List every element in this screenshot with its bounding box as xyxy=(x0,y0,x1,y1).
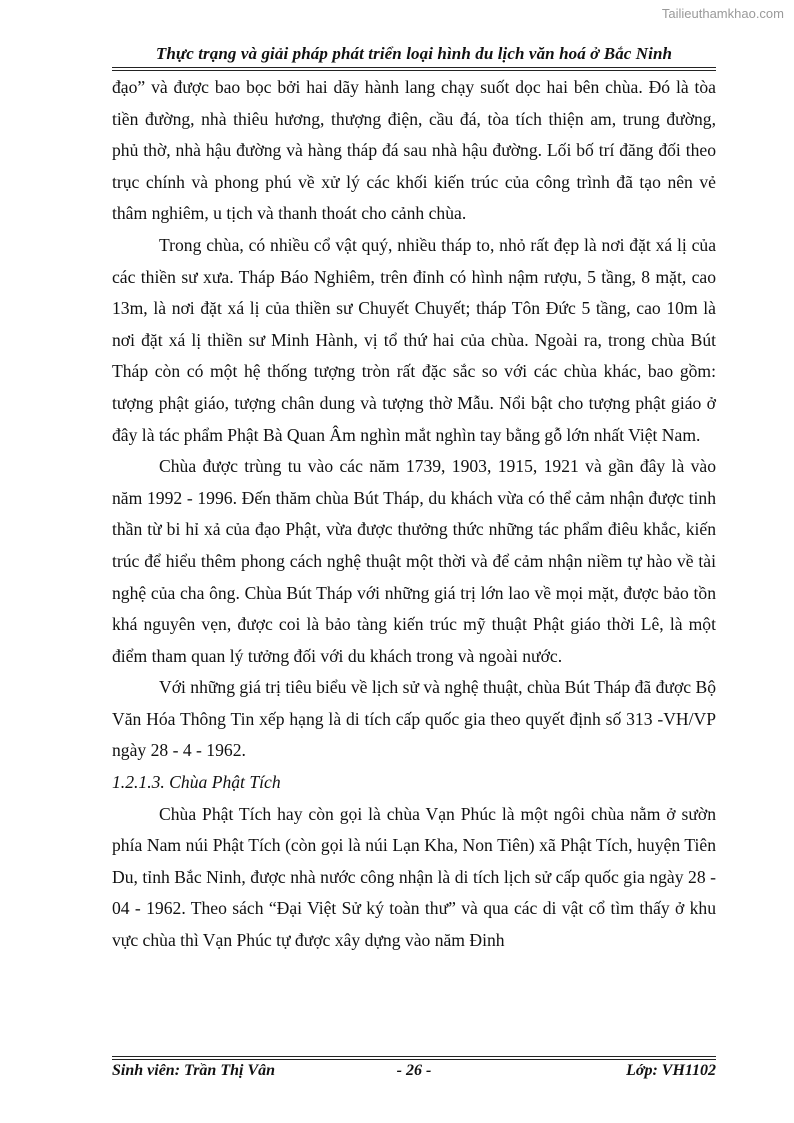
paragraph-2: Trong chùa, có nhiều cổ vật quý, nhiều tháp to, nhỏ rất đẹp là nơi đặt xá lị của các thiền sư xưa. Tháp Báo Nghiêm, trên đỉnh có hình nậm rượu, 5 tầng, 8 mặt, cao 13m, là nơi đặt xá lị của thiền sư Chuyết Chuyết; tháp Tôn Đức 5 tầng, cao 10m là nơi đặt xá lị thiền sư Minh Hành, vị tổ thứ hai của chùa. Ngoài ra, trong chùa Bút Tháp còn có một hệ thống tượng tròn rất đặc sắc so với các chùa khác, bao gồm: tượng phật giáo, tượng chân dung và tượng thờ Mẫu. Nổi bật cho tượng phật giáo ở đây là tác phẩm Phật Bà Quan Âm nghìn mắt nghìn tay bằng gỗ lớn nhất Việt Nam. xyxy=(112,234,716,445)
paragraph-5: Chùa Phật Tích hay còn gọi là chùa Vạn Phúc là một ngôi chùa nằm ở sườn phía Nam núi Phật Tích (còn gọi là núi Lạn Kha, Non Tiên) xã Phật Tích, huyện Tiên Du, tỉnh Bắc Ninh, được nhà nước công nhận là di tích lịch sử cấp quốc gia ngày 28 - 04 - 1962. Theo sách “Đại Việt Sử ký toàn thư” và qua các di vật cổ tìm thấy ở khu vực chùa thì Vạn Phúc tự được xây dựng vào năm Đinh xyxy=(112,803,716,951)
paragraph-4: Với những giá trị tiêu biểu về lịch sử và nghệ thuật, chùa Bút Tháp đã được Bộ Văn Hóa Thông Tin xếp hạng là di tích cấp quốc gia theo quyết định số 313 -VH/VP ngày 28 - 4 - 1962. xyxy=(112,677,716,761)
watermark: Tailieuthamkhao.com xyxy=(661,6,784,21)
footer-class: Lớp: VH1102 xyxy=(626,1062,716,1079)
section-heading: 1.2.1.3. Chùa Phật Tích xyxy=(112,772,281,793)
paragraph-1: đạo” và được bao bọc bởi hai dãy hành lang chạy suốt dọc hai bên chùa. Đó là tòa tiền đường, nhà thiêu hương, thượng điện, cầu đá, tòa tích thiện am, trung đường, phủ thờ, nhà hậu đường và hàng tháp đá sau nhà hậu đường. Lối bố trí đăng đối theo trục chính và phong phú về xử lý các khối kiến trúc của công trình đã tạo nên vẻ thâm nghiêm, u tịch và thanh thoát cho cảnh chùa. xyxy=(112,77,716,224)
page-body xyxy=(112,72,716,957)
footer-student: Sinh viên: Trần Thị Vân xyxy=(112,1062,276,1079)
running-footer xyxy=(112,1062,716,1086)
header-divider xyxy=(112,67,716,71)
paragraph-3: Chùa được trùng tu vào các năm 1739, 1903, 1915, 1921 và gần đây là vào năm 1992 - 1996. Đến thăm chùa Bút Tháp, du khách vừa có thể cảm nhận được tinh thần từ bi hỉ xả của đạo Phật, vừa được thưởng thức những tác phẩm điêu khắc, kiến trúc để hiểu thêm phong cách nghệ thuật một thời và để cảm nhận niềm tự hào về tài nghệ của cha ông. Chùa Bút Tháp với những giá trị lớn lao về mọi mặt, được bảo tồn khá nguyên vẹn, được coi là bảo tàng kiến trúc mỹ thuật Phật giáo thời Lê, là một điểm tham quan lý tưởng đối với du khách trong và ngoài nước. xyxy=(112,456,716,666)
page-number: - 26 - xyxy=(396,1062,432,1079)
footer-divider xyxy=(112,1056,716,1060)
running-header: Thực trạng và giải pháp phát triển loại hình du lịch văn hoá ở Bắc Ninh xyxy=(155,44,673,63)
